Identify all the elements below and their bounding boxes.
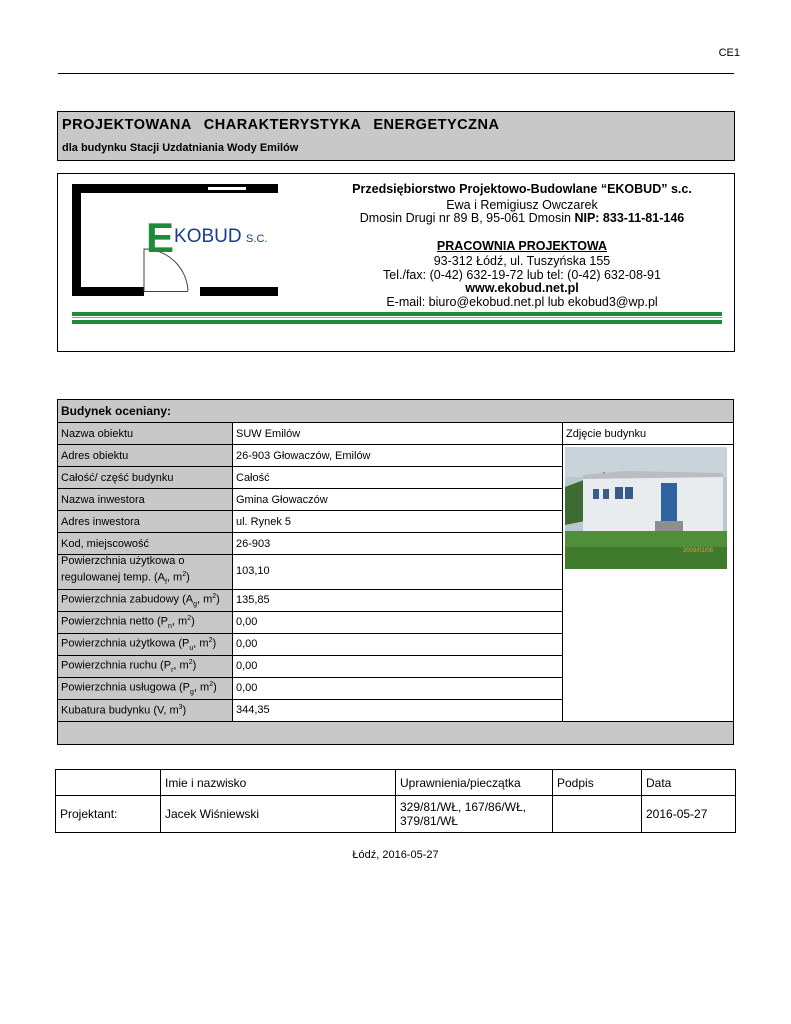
brand-suffix: S.C. xyxy=(246,233,268,245)
company-address xyxy=(322,211,722,225)
label-text: ) xyxy=(213,681,217,694)
row-value: Gmina Głowaczów xyxy=(233,489,563,511)
row-value: 0,00 xyxy=(233,633,563,655)
empty-header-cell xyxy=(56,770,161,796)
company-nip: NIP: 833-11-81-146 xyxy=(574,211,685,225)
row-label: Nazwa inwestora xyxy=(58,489,233,511)
label-superscript: 2 xyxy=(212,592,217,600)
photo-label: Zdjęcie budynku xyxy=(563,423,734,445)
row-label xyxy=(58,677,233,699)
row-label xyxy=(58,633,233,655)
signature-table xyxy=(55,769,736,833)
place-date: Łódź, 2016-05-27 xyxy=(352,849,439,861)
signature-date: 2016-05-27 xyxy=(642,796,736,833)
row-label xyxy=(58,555,233,590)
label-text: , m xyxy=(196,593,213,606)
photo-cell xyxy=(563,445,734,722)
office-title: PRACOWNIA PROJEKTOWA xyxy=(436,239,608,253)
designer-name: Jacek Wiśniewski xyxy=(161,796,396,833)
row-value: ul. Rynek 5 xyxy=(233,511,563,533)
col-header-signature: Podpis xyxy=(553,770,642,796)
designer-permissions: 329/81/WŁ, 167/86/WŁ, 379/81/WŁ xyxy=(396,796,553,833)
row-value: Całość xyxy=(233,467,563,489)
label-text: ) xyxy=(212,637,217,650)
row-value: 0,00 xyxy=(233,655,563,677)
document-subtitle: dla budynku Stacji Uzdatniania Wody Emilów xyxy=(62,142,299,154)
row-label xyxy=(58,655,233,677)
row-label xyxy=(58,699,233,721)
row-value: 26-903 xyxy=(233,533,563,555)
row-label: Adres inwestora xyxy=(58,511,233,533)
label-superscript: 2 xyxy=(182,571,187,578)
building-info-table xyxy=(57,399,734,745)
col-header-permissions: Uprawnienia/pieczątka xyxy=(396,770,553,796)
label-text: , m xyxy=(173,659,189,672)
row-label: Nazwa obiektu xyxy=(58,423,233,445)
label-subscript: g xyxy=(190,688,194,696)
building-photo xyxy=(565,447,727,569)
office-phone: Tel./fax: (0-42) 632-19-72 lub tel: (0-42) 632-08-91 xyxy=(383,268,661,282)
label-text: ) xyxy=(186,571,190,584)
label-superscript: 2 xyxy=(208,636,213,644)
label-text: Powierzchnia netto (P xyxy=(61,615,168,628)
label-text: Powierzchnia ruchu (P xyxy=(61,659,172,672)
label-text: Powierzchnia zabudowy (A xyxy=(61,593,194,606)
page-code: CE1 xyxy=(718,47,740,59)
office-address: 93-312 Łódź, ul. Tuszyńska 155 xyxy=(433,254,611,268)
building-section-title: Budynek oceniany: xyxy=(58,400,734,423)
row-value: 344,35 xyxy=(233,699,563,721)
row-label: Adres obiektu xyxy=(58,445,233,467)
company-owners: Ewa i Remigiusz Owczarek xyxy=(446,198,598,212)
col-header-date: Data xyxy=(642,770,736,796)
title-box xyxy=(57,111,735,161)
label-text: ) xyxy=(182,704,187,717)
row-value: 103,10 xyxy=(233,555,563,590)
row-value: SUW Emilów xyxy=(233,423,563,445)
label-text: , m xyxy=(193,637,209,650)
label-subscript: r xyxy=(171,666,174,674)
brand-text: KOBUD xyxy=(174,226,242,247)
label-text: ) xyxy=(192,659,197,672)
label-text: ) xyxy=(216,593,220,606)
company-address-text: Dmosin Drugi nr 89 B, 95-061 Dmosin xyxy=(359,211,571,225)
document-title: PROJEKTOWANA CHARAKTERYSTYKA ENERGETYCZNA xyxy=(62,117,500,133)
label-text: , m xyxy=(193,681,210,694)
header-rule xyxy=(58,73,734,74)
office-website[interactable]: www.ekobud.net.pl xyxy=(465,281,579,295)
company-letterhead xyxy=(57,173,735,352)
col-header-name: Imie i nazwisko xyxy=(161,770,396,796)
label-text: Powierzchnia użytkowa (P xyxy=(61,637,190,650)
label-subscript: n xyxy=(168,622,172,630)
label-subscript: u xyxy=(189,644,194,652)
label-superscript: 2 xyxy=(187,614,192,622)
row-value: 135,85 xyxy=(233,589,563,611)
office-email[interactable]: E-mail: biuro@ekobud.net.pl lub ekobud3@wp.pl xyxy=(386,295,658,309)
row-label: Całość/ część budynku xyxy=(58,467,233,489)
brand-letter: E xyxy=(146,214,175,261)
label-text: ) xyxy=(191,615,195,628)
row-label xyxy=(58,611,233,633)
brand-logo xyxy=(146,214,267,262)
signature-cell xyxy=(553,796,642,833)
label-text: , m xyxy=(166,571,183,584)
label-superscript: 2 xyxy=(209,680,214,688)
label-text: Kubatura budynku (V, m xyxy=(61,704,179,717)
label-subscript: g xyxy=(193,600,197,608)
label-superscript: 2 xyxy=(188,658,193,666)
label-text: , m xyxy=(171,615,188,628)
photo-date-stamp: 2008/01/06 xyxy=(683,548,714,554)
label-text: Powierzchnia usługowa (P xyxy=(61,681,191,694)
row-value: 0,00 xyxy=(233,677,563,699)
row-label xyxy=(58,589,233,611)
label-subscript: f xyxy=(164,578,167,586)
company-name: Przedsiębiorstwo Projektowo-Budowlane “EKOBUD” s.c. xyxy=(352,182,692,196)
table-footer-bar xyxy=(58,721,734,744)
label-text: Powierzchnia użytkowa o regulowanej temp. (A xyxy=(61,555,185,584)
label-superscript: 3 xyxy=(178,704,183,712)
row-value: 0,00 xyxy=(233,611,563,633)
row-value: 26-903 Głowaczów, Emilów xyxy=(233,445,563,467)
role-cell: Projektant: xyxy=(56,796,161,833)
row-label: Kod, miejscowość xyxy=(58,533,233,555)
